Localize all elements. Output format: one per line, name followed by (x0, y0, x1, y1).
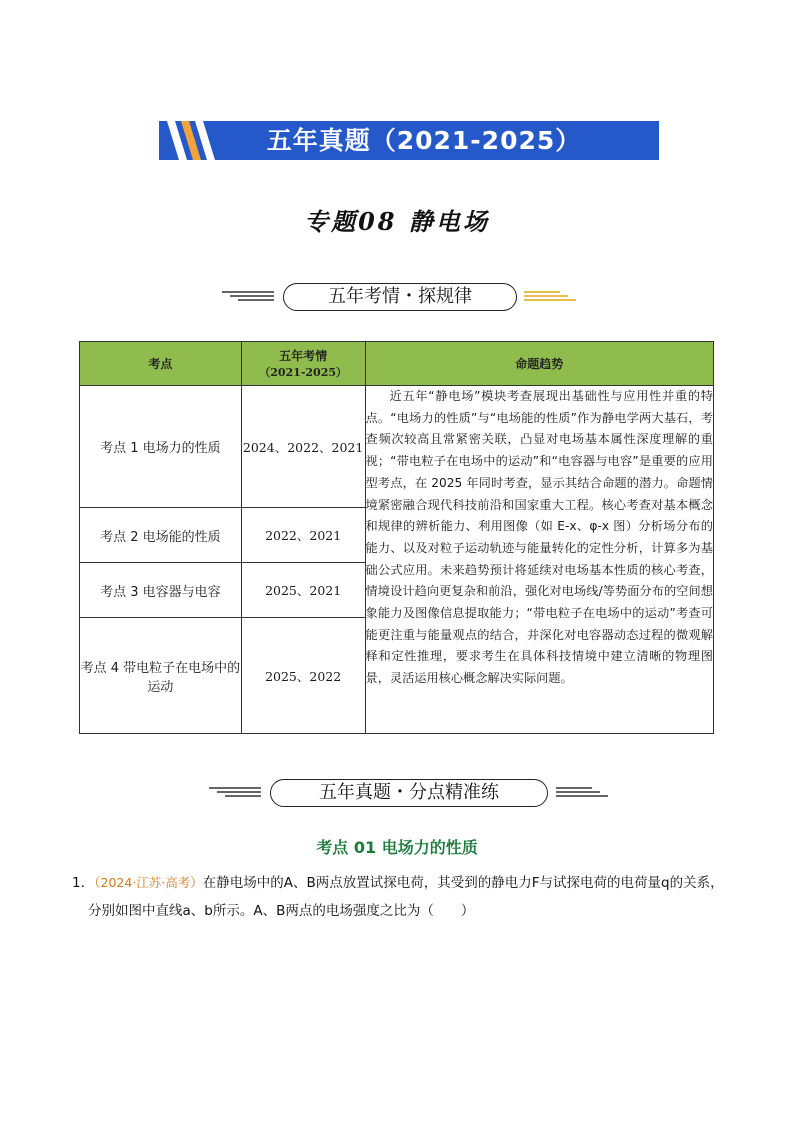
header-years-top: 五年考情 (279, 349, 328, 363)
right-lines-decoration-icon (556, 786, 608, 800)
question-body (88, 869, 732, 925)
right-lines-decoration-icon (524, 290, 576, 304)
question-source: （2024·江苏·高考） (88, 875, 203, 890)
banner-title: 五年真题（2021-2025） (266, 126, 582, 155)
section-pill-practice: 五年真题・分点精准练 (270, 779, 548, 807)
knowledge-point-heading: 考点 01 电场力的性质 (316, 838, 478, 857)
left-lines-decoration-icon (209, 786, 261, 800)
header-years-bottom: （2021-2025） (259, 366, 348, 379)
header-point: 考点 (80, 342, 242, 386)
question-number: 1． (72, 875, 95, 891)
section-pill-trends: 五年考情・探规律 (283, 283, 517, 311)
header-years (241, 342, 365, 386)
row-point: 考点 2 电场能的性质 (80, 508, 242, 563)
row-years: 2022、2021 (241, 508, 365, 563)
exam-overview-table (79, 341, 714, 734)
left-lines-decoration-icon (222, 290, 274, 304)
row-years: 2025、2021 (241, 563, 365, 618)
row-point: 考点 3 电容器与电容 (80, 563, 242, 618)
question-1 (72, 869, 732, 925)
question-text: 在静电场中的A、B两点放置试探电荷，其受到的静电力F与试探电荷的电荷量q的关系，分别如图中直线a、b所示。A、B两点的电场强度之比为（ ） (88, 875, 724, 919)
topic-title: 专题08 静电场 (304, 207, 490, 236)
row-point: 考点 4 带电粒子在电场中的运动 (80, 618, 242, 734)
table-header-row (80, 342, 714, 386)
row-years: 2024、2022、2021 (241, 386, 365, 508)
row-point: 考点 1 电场力的性质 (80, 386, 242, 508)
trend-text: 近五年“静电场”模块考查展现出基础性与应用性并重的特点。“电场力的性质”与“电场能的性质”作为静电学两大基石，考查频次较高且常紧密关联，凸显对电场基本属性深度理解的重视；“带电粒子在电场中的运动”和“电容器与电容”是重要的应用型考点，在 2025 年同时考查，显示其结合命题的潜力。命题情境紧密融合现代科技前沿和国家重大工程。核心考查对基本概念和规律的辨析能力、利用图像（如 E-x、φ-x 图）分析场分布的能力、以及对粒子运动轨迹与能量转化的定性分析，计算多为基础公式应用。未来趋势预计将延续对电场基本性质的核心考查，情境设计趋向更复杂和前沿，强化对电场线/等势面分布的空间想象能力及图像信息提取能力；“带电粒子在电场中的运动”考查可能更注重与能量观点的结合，并深化对电容器动态过程的微观解释和定性推理，要求考生在具体科技情境中建立清晰的物理图景，灵活运用核心概念解决实际问题。 (365, 386, 713, 734)
header-trend: 命题趋势 (365, 342, 713, 386)
row-years: 2025、2022 (241, 618, 365, 734)
section-header-trends (0, 283, 794, 313)
table-row (80, 386, 714, 508)
title-banner (159, 121, 659, 160)
section-header-practice (0, 779, 794, 809)
